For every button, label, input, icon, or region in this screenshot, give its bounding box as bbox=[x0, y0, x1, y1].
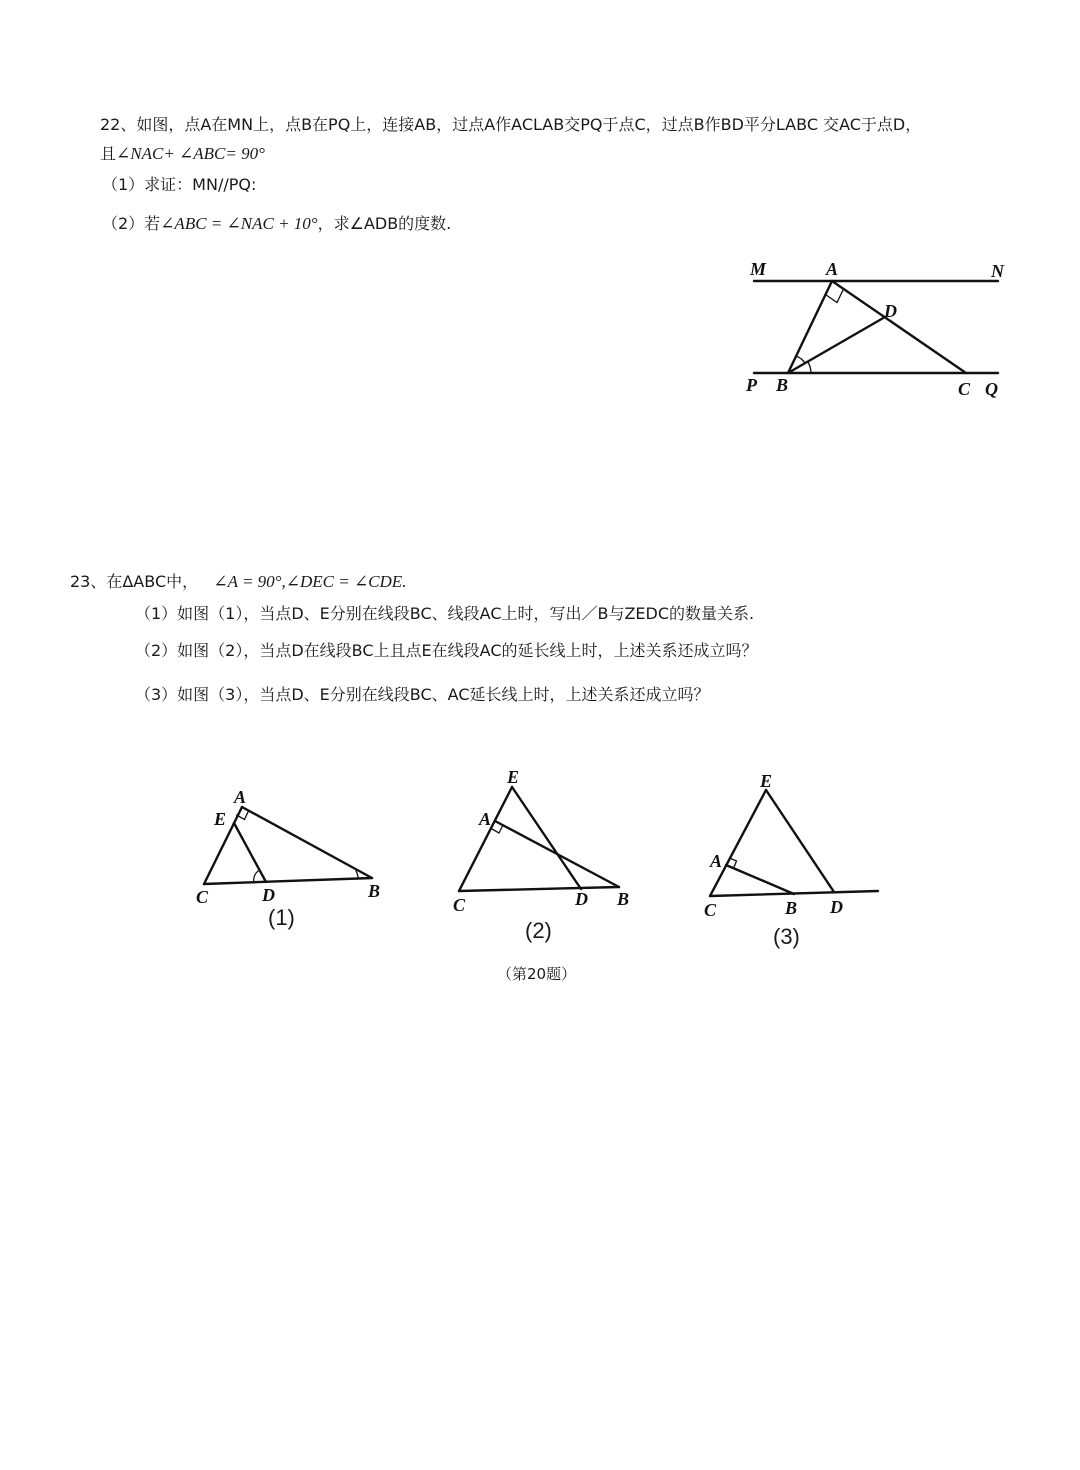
label-D: D bbox=[830, 897, 843, 917]
angle-arc-ABD bbox=[796, 356, 805, 363]
label-B: B bbox=[368, 881, 381, 901]
q23-part3: （3）如图（3），当点D、E分别在线段BC、AC延长线上时，上述关系还成立吗？ bbox=[135, 685, 710, 704]
label-P: P bbox=[746, 375, 757, 395]
figure-1-caption: (1) bbox=[268, 905, 295, 930]
segment-ED bbox=[766, 790, 834, 892]
label-D: D bbox=[884, 301, 897, 321]
q23-figure-2 bbox=[445, 765, 645, 915]
label-C: C bbox=[196, 887, 209, 907]
q22-line2 bbox=[100, 141, 265, 164]
segment-CB bbox=[204, 878, 372, 884]
segment-ED bbox=[234, 823, 266, 882]
segment-AB bbox=[242, 807, 372, 878]
label-D: D bbox=[262, 885, 275, 905]
label-N: N bbox=[991, 261, 1004, 281]
q22-part2-prefix: （2）若 bbox=[102, 214, 161, 233]
label-A: A bbox=[826, 259, 839, 279]
label-B: B bbox=[617, 889, 630, 909]
label-B: B bbox=[785, 898, 798, 918]
segment-AB bbox=[495, 821, 619, 887]
q23-figure-1 bbox=[190, 785, 390, 905]
segment-CE bbox=[459, 787, 512, 891]
label-A: A bbox=[479, 809, 492, 829]
q22-line1: 22、如图，点A在MN上，点B在PQ上，连接AB，过点A作ACLAB交PQ于点C，过点B作BD平分LABC 交AC于点D， bbox=[100, 115, 922, 134]
label-M: M bbox=[750, 259, 767, 279]
figure-2-caption: (2) bbox=[525, 918, 552, 943]
label-A: A bbox=[234, 787, 247, 807]
label-D: D bbox=[575, 889, 588, 909]
q22-part2 bbox=[102, 211, 451, 234]
label-E: E bbox=[214, 809, 227, 829]
label-E: E bbox=[507, 767, 520, 787]
label-C: C bbox=[958, 379, 971, 399]
q22-condition-math: ∠NAC+ ∠ABC= 90° bbox=[116, 144, 265, 163]
q22-part2-math: ∠ABC = ∠NAC + 10° bbox=[160, 214, 318, 233]
q22-part1: （1）求证：MN//PQ: bbox=[102, 175, 257, 194]
q23-figure-3 bbox=[700, 765, 890, 920]
label-Q: Q bbox=[985, 379, 998, 399]
figure-3-caption: (3) bbox=[773, 924, 800, 949]
segment-ED bbox=[512, 787, 581, 889]
segment-CB bbox=[459, 887, 619, 891]
q22-figure bbox=[740, 255, 1020, 405]
q23-part2: （2）如图（2），当点D在线段BC上且点E在线段AC的延长线上时，上述关系还成立吗？ bbox=[135, 641, 758, 660]
figure-note: （第20题） bbox=[497, 965, 577, 983]
label-C: C bbox=[704, 900, 717, 920]
segment-CE bbox=[710, 790, 766, 896]
angle-arc-DBC bbox=[808, 362, 811, 373]
q23-part1: （1）如图（1），当点D、E分别在线段BC、线段AC上时，写出／B与ZEDC的数量关系. bbox=[135, 604, 755, 623]
q23-intro bbox=[70, 569, 406, 592]
label-B: B bbox=[776, 375, 789, 395]
segment-AC bbox=[832, 281, 966, 373]
label-A: A bbox=[710, 851, 723, 871]
segment-AB bbox=[726, 865, 794, 894]
q22-line2-prefix: 且 bbox=[100, 144, 117, 163]
q22-part2-suffix: ，求∠ADB的度数. bbox=[317, 214, 452, 233]
label-E: E bbox=[760, 771, 773, 791]
q23-intro-math: ∠A = 90°,∠DEC = ∠CDE. bbox=[213, 572, 407, 591]
label-C: C bbox=[453, 895, 466, 915]
q23-intro-prefix: 23、在ΔABC中， bbox=[70, 572, 199, 591]
